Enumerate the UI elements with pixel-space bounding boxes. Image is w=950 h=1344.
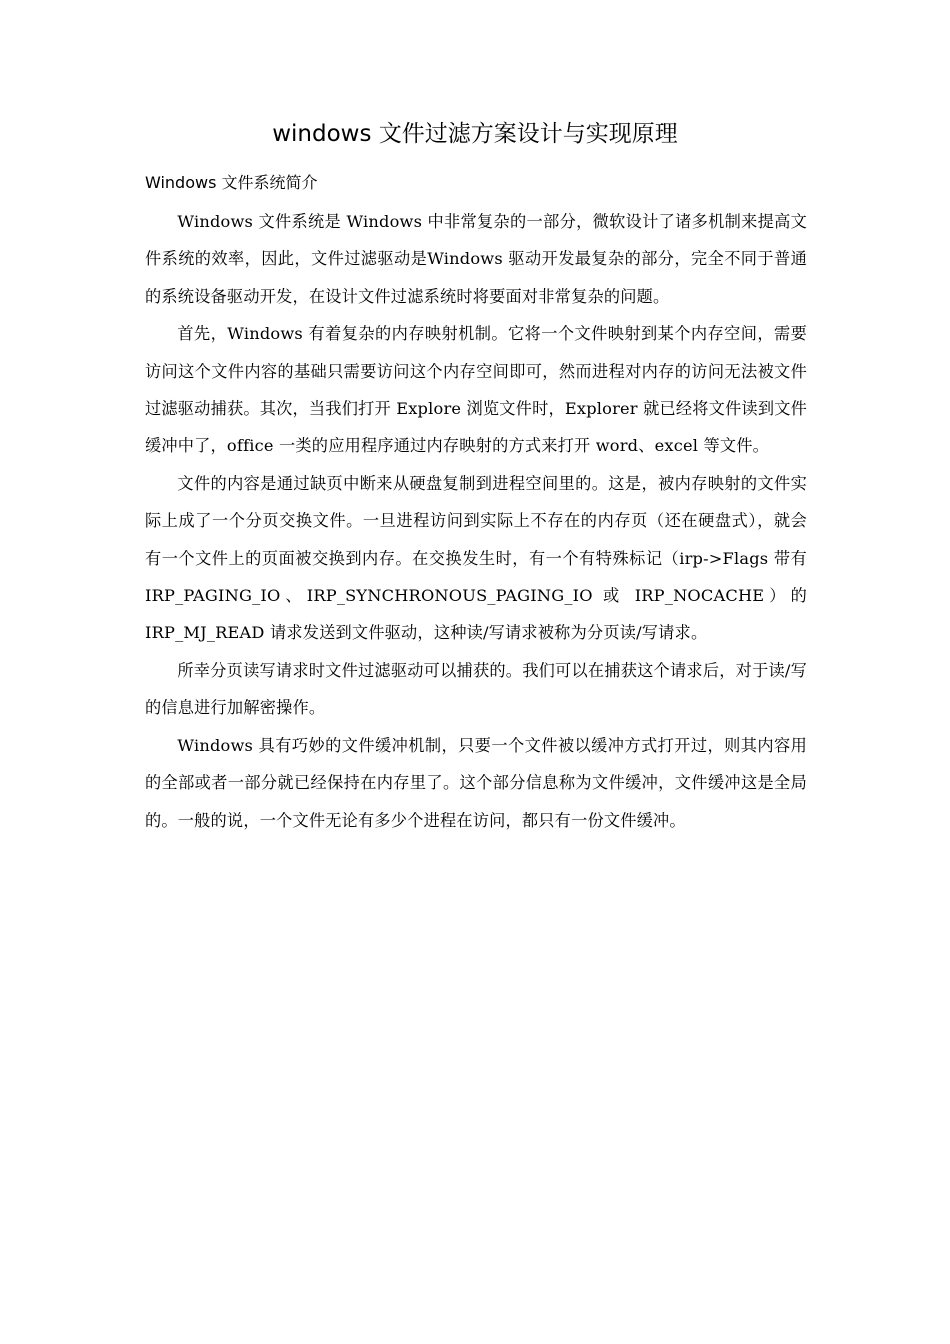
document-body bbox=[145, 203, 807, 839]
document-title: windows 文件过滤方案设计与实现原理 bbox=[272, 121, 678, 147]
paragraph-3: 文件的内容是通过缺页中断来从硬盘复制到进程空间里的。这是，被内存映射的文件实际上成了一个分页交换文件。一旦进程访问到实际上不存在的内存页（还在硬盘式），就会有一个文件上的页面被交换到内存。在交换发生时，有一个有特殊标记（irp->Flags 带有 IRP_PAGING_IO、IRP_SYNCHRONOUS_PAGING_IO 或 IRP_NOCACHE）的 IRP_MJ_READ 请求发送到文件驱动，这种读/写请求被称为分页读/写请求。 bbox=[145, 473, 807, 643]
paragraph-2: 首先，Windows 有着复杂的内存映射机制。它将一个文件映射到某个内存空间，需要访问这个文件内容的基础只需要访问这个内存空间即可，然而进程对内存的访问无法被文件过滤驱动捕获。其次，当我们打开 Explore 浏览文件时，Explorer 就已经将文件读到文件缓冲中了，office 一类的应用程序通过内存映射的方式来打开 word、excel 等文件。 bbox=[145, 324, 807, 456]
paragraph-4: 所幸分页读写请求时文件过滤驱动可以捕获的。我们可以在捕获这个请求后，对于读/写的信息进行加解密操作。 bbox=[145, 660, 807, 718]
paragraph-5: Windows 具有巧妙的文件缓冲机制，只要一个文件被以缓冲方式打开过，则其内容用的全部或者一部分就已经保持在内存里了。这个部分信息称为文件缓冲，文件缓冲这是全局的。一般的说，一个文件无论有多少个进程在访问，都只有一份文件缓冲。 bbox=[145, 735, 807, 830]
section-heading: Windows 文件系统简介 bbox=[145, 173, 318, 192]
paragraph-1: Windows 文件系统是 Windows 中非常复杂的一部分，微软设计了诸多机制来提高文件系统的效率，因此，文件过滤驱动是Windows 驱动开发最复杂的部分，完全不同于普通的系统设备驱动开发，在设计文件过滤系统时将要面对非常复杂的问题。 bbox=[145, 212, 807, 306]
